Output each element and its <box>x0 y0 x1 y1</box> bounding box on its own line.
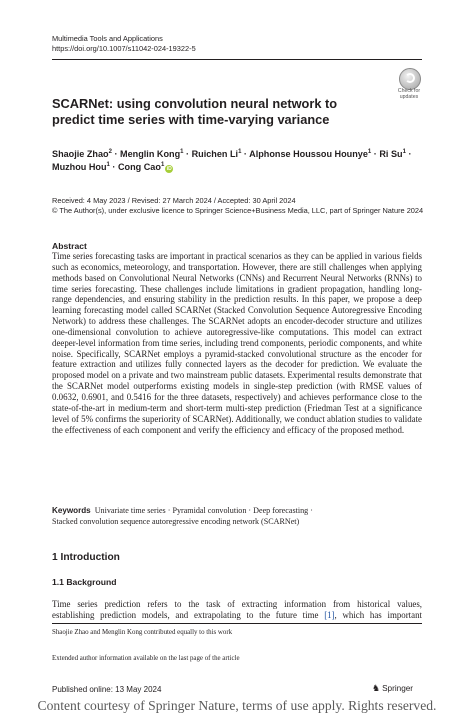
extended-info-footnote: Extended author information available on the last page of the article <box>52 655 240 662</box>
author-affiliation: 1 <box>106 161 110 168</box>
author-name[interactable]: Shaojie Zhao <box>52 149 109 159</box>
author-separator: · <box>241 149 250 159</box>
keywords-label: Keywords <box>52 506 91 515</box>
published-date: Published online: 13 May 2024 <box>52 685 162 694</box>
badge-line-1: Check for <box>397 88 421 94</box>
journal-header <box>52 34 196 54</box>
keywords-line-1: Univariate time series · Pyramidal convolution · Deep forecasting · <box>94 506 313 515</box>
orcid-icon[interactable]: iD <box>166 166 172 172</box>
abstract-text: Time series forecasting tasks are important in practical scenarios as they can be applied in various fields such as economics, meteorology, and transportation. However, there are still challenges when applying methods based on Convolutional Neural Networks (CNNs) and Recurrent Neural Networks (RNNs) to time series forecasting. These challenges include limitations in gradient propagation, handling long-range dependencies, and ensuring stability in the prediction results. In this paper, we propose a deep learning forecasting model called SCARNet (Stacked Convolution Sequence Autoregressive Encoding Network) to address these challenges. The SCARNet adopts an encoder-decoder structure and utilizes one-dimensional convolution to achieve autoregressive-like computations. This model can extract deeper-level information from time series, including trend components, periodic components, and white noise. Specifically, SCARNet employs a pyramid-stacked convolutional structure as the encoder for feature extraction and utilizes fully connected layers as the decoder for prediction. We evaluate the proposed model on a private and two mainstream public datasets. Experimental results demonstrate that the SCARNet model outperforms existing models in single-step prediction (with RMSE values of 0.0632, 0.6901, and 0.5416 for the three datasets, respectively) and achieves performance close to the state-of-the-art in medium-term and short-term multi-step prediction (Friedman Test at a significance level of 5% confirms the superiority of SCARNet). Additionally, we conduct ablation studies to validate the effectiveness of each component and verify the efficiency and efficacy of the proposed method. <box>52 251 422 435</box>
springer-horse-icon: ♞ <box>372 683 381 693</box>
paper-title: SCARNet: using convolution neural network to predict time series with time-varying variance <box>52 96 338 127</box>
doi-link[interactable]: https://doi.org/10.1007/s11042-024-19322-5 <box>52 44 196 53</box>
body-line-2 <box>52 610 422 621</box>
subsection-heading: 1.1 Background <box>52 577 117 587</box>
author-name[interactable]: Ruichen Li <box>191 149 239 159</box>
author-separator: · <box>405 149 412 159</box>
author-affiliation: 2 <box>108 148 112 155</box>
footnote-rule <box>52 623 422 624</box>
author-name[interactable]: Muzhou Hou <box>52 162 107 172</box>
keywords <box>52 505 422 527</box>
author-list <box>52 148 432 174</box>
author-affiliation: 1 <box>180 148 184 155</box>
body-line-2-start: establishing prediction models, and extrapolating to the future time <box>52 609 325 620</box>
badge-line-2: updates <box>399 93 419 100</box>
author-name[interactable]: Menglin Kong <box>120 149 181 159</box>
author-affiliation: 1 <box>160 161 165 168</box>
body-line-2-end: , which has important <box>334 609 422 620</box>
check-for-updates-icon <box>399 68 421 90</box>
body-line-1: Time series prediction refers to the task of extracting information from historical values, <box>52 599 422 609</box>
author-affiliation: 1 <box>238 148 242 155</box>
author-separator: · <box>109 162 118 172</box>
check-for-updates-badge[interactable] <box>394 68 424 100</box>
author-name[interactable]: Alphonse Houssou Hounye <box>249 149 368 159</box>
springer-logo <box>372 683 413 694</box>
copyright-notice: © The Author(s), under exclusive licence to Springer Science+Business Media, LLC, part of Springer Nature 2024 <box>52 206 424 215</box>
article-dates <box>52 196 432 216</box>
article-history: Received: 4 May 2023 / Revised: 27 March 2024 / Accepted: 30 April 2024 <box>52 196 296 205</box>
author-name[interactable]: Cong Cao <box>117 162 161 172</box>
author-separator: · <box>183 149 192 159</box>
header-rule <box>52 59 422 60</box>
author-affiliation: 1 <box>402 148 406 155</box>
body-paragraph <box>52 599 422 621</box>
courtesy-watermark: Content courtesy of Springer Nature, terms of use apply. Rights reserved. <box>37 698 437 713</box>
author-name[interactable]: Ri Su <box>379 149 403 159</box>
publisher-name: Springer <box>382 684 414 693</box>
citation-link[interactable]: [1] <box>324 609 335 620</box>
section-heading: 1 Introduction <box>52 552 120 563</box>
author-affiliation: 1 <box>367 148 372 155</box>
equal-contribution-footnote: Shaojie Zhao and Menglin Kong contributed equally to this work <box>52 629 233 636</box>
journal-name: Multimedia Tools and Applications <box>52 34 163 43</box>
abstract-heading: Abstract <box>52 241 87 251</box>
keywords-line-2: Stacked convolution sequence autoregressive encoding network (SCARNet) <box>52 517 300 526</box>
author-separator: · <box>111 149 121 159</box>
author-separator: · <box>371 149 380 159</box>
